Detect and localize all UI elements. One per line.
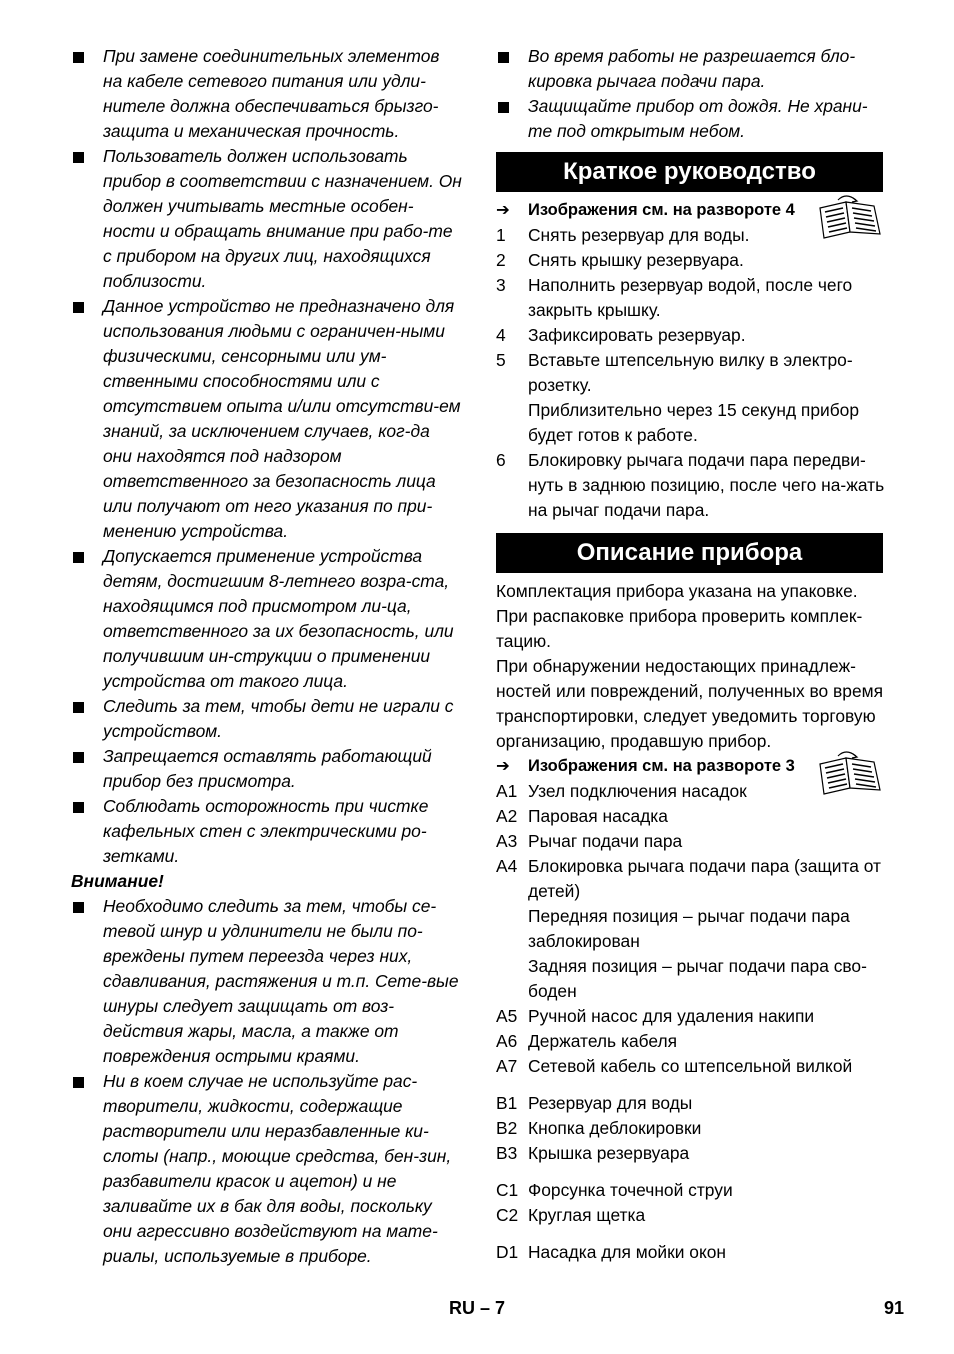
paragraph: Комплектация прибора указана на упаковке. При распаковке прибора проверить комплек-тацию. [496,581,863,651]
list-item: 6 Блокировку рычага подачи пара передви-нуть в заднюю позицию, после чего на-жать на рычаг подачи пара. [496,450,885,520]
list-item: Пользователь должен использовать прибор в соответствии с назначением. Он должен учитывать местные особен-ности и обращать внимание при рабо-те с прибором на других лиц, находящихся поблизости. [71,144,463,294]
bullet-square-icon [71,694,103,719]
bullet-square-icon [496,44,528,69]
list-item: A3 Рычаг подачи пара [496,831,683,851]
list-item: Следить за тем, чтобы дети не играли с устройством. [71,694,463,744]
component-list-d [496,1240,888,1265]
bullet-square-icon [71,44,103,69]
right-column [496,44,888,1265]
list-item: B2 Кнопка деблокировки [496,1118,702,1138]
safety-bullet-list [71,44,463,869]
bullet-square-icon [71,294,103,319]
warning-bullet-list [71,894,463,1269]
list-item: Защищайте прибор от дождя. Не храни-те под открытым небом. [496,94,888,144]
list-item: A7 Сетевой кабель со штепсельной вилкой [496,1056,853,1076]
list-item: Задняя позиция – рычаг подачи пара сво-боден [528,956,867,1001]
component-list-b [496,1091,888,1166]
list-item: 1 Снять резервуар для воды. [496,225,750,245]
arrow-right-icon: ➔ [496,757,510,775]
quick-guide-steps [496,223,888,523]
arrow-right-icon: ➔ [496,201,510,219]
list-item: Приблизительно через 15 секунд прибор будет готов к работе. [528,400,860,445]
list-item: Соблюдать осторожность при чистке кафельных стен с электрическими ро-зетками. [71,794,463,869]
figure-reference-text: Изображения см. на развороте 3 [528,757,795,775]
bullet-square-icon [71,1069,103,1094]
list-item: При замене соединительных элементов на кабеле сетевого питания или удли-нителе должна обеспечиваться брызго-защита и механическая прочность. [71,44,463,144]
list-item: Ни в коем случае не используйте рас-творители, жидкости, содержащие растворители или неразбавленные ки-слоты (напр., моющие средства, бен-зин, разбавители красок и ацетон) и не заливайте их в бак для воды, поскольку они агрессивно воздействуют на мате-риалы, используемые в приборе. [71,1069,463,1269]
figure-reference-text: Изображения см. на развороте 4 [528,201,795,219]
list-item: C1 Форсунка точечной струи [496,1180,733,1200]
bullet-square-icon [71,894,103,919]
list-item: A5 Ручной насос для удаления накипи [496,1006,815,1026]
list-item: Допускается применение устройства детям, достигшим 8-летнего возра-ста, находящимся под присмотром ли-ца, ответственного за их безопасность, или получившим ин-струкции о применении устройства от такого лица. [71,544,463,694]
bullet-square-icon [71,794,103,819]
list-item: C2 Круглая щетка [496,1205,646,1225]
list-item: 5 Вставьте штепсельную вилку в электро-розетку. [496,350,853,395]
list-item: B3 Крышка резервуара [496,1143,690,1163]
figure-reference-note [496,754,888,779]
list-item: Необходимо следить за тем, чтобы се-тевой шнур и удлинители не были по-вреждены путем переезда через них, сдавливания, растяжения и т.п. Сете-вые шнуры следует защищать от воз-действия жары, масла, а также от повреждения острыми краями. [71,894,463,1069]
list-item: Запрещается оставлять работающий прибор без присмотра. [71,744,463,794]
section-heading-quick-guide: Краткое руководство [496,152,883,192]
list-item: 4 Зафиксировать резервуар. [496,325,746,345]
list-item: A1 Узел подключения насадок [496,781,747,801]
list-item: Передняя позиция – рычаг подачи пара заблокирован [528,906,850,951]
figure-reference-note [496,198,888,223]
list-item: A2 Паровая насадка [496,806,668,826]
right-bullet-list [496,44,888,144]
list-item: A6 Держатель кабеля [496,1031,678,1051]
list-item: Данное устройство не предназначено для использования людьми с ограничен-ными физическими, сенсорными или ум-ственными способностями или с отсутствием опыта и/или отсутстви-ем знаний, за исключением случаев, ког-да они находятся под надзором ответственного за безопасность лица или получают от него указания по при-менению устройства. [71,294,463,544]
bullet-square-icon [496,94,528,119]
list-item: D1 Насадка для мойки окон [496,1242,727,1262]
list-item: Во время работы не разрешается бло-кировка рычага подачи пара. [496,44,888,94]
open-book-icon [816,750,884,796]
component-list-a [496,779,888,1079]
bullet-square-icon [71,744,103,769]
list-item: 2 Снять крышку резервуара. [496,250,744,270]
page-label: RU – 7 [448,1298,506,1318]
left-column [71,44,463,1269]
paragraph: При обнаружении недостающих принадлеж-ностей или повреждений, полученных во время транспортировки, следует уведомить торговую организацию, продавшую прибор. [496,656,884,751]
warning-label: Внимание! [71,871,164,891]
component-list-c [496,1178,888,1228]
section-heading-device-description: Описание прибора [496,533,883,573]
list-item: B1 Резервуар для воды [496,1093,693,1113]
page-number: 91 [883,1298,904,1318]
bullet-square-icon [71,144,103,169]
list-item: A4 Блокировка рычага подачи пара (защита от детей) [496,856,882,901]
open-book-icon [816,194,884,240]
bullet-square-icon [71,544,103,569]
list-item: 3 Наполнить резервуар водой, после чего закрыть крышку. [496,275,853,320]
